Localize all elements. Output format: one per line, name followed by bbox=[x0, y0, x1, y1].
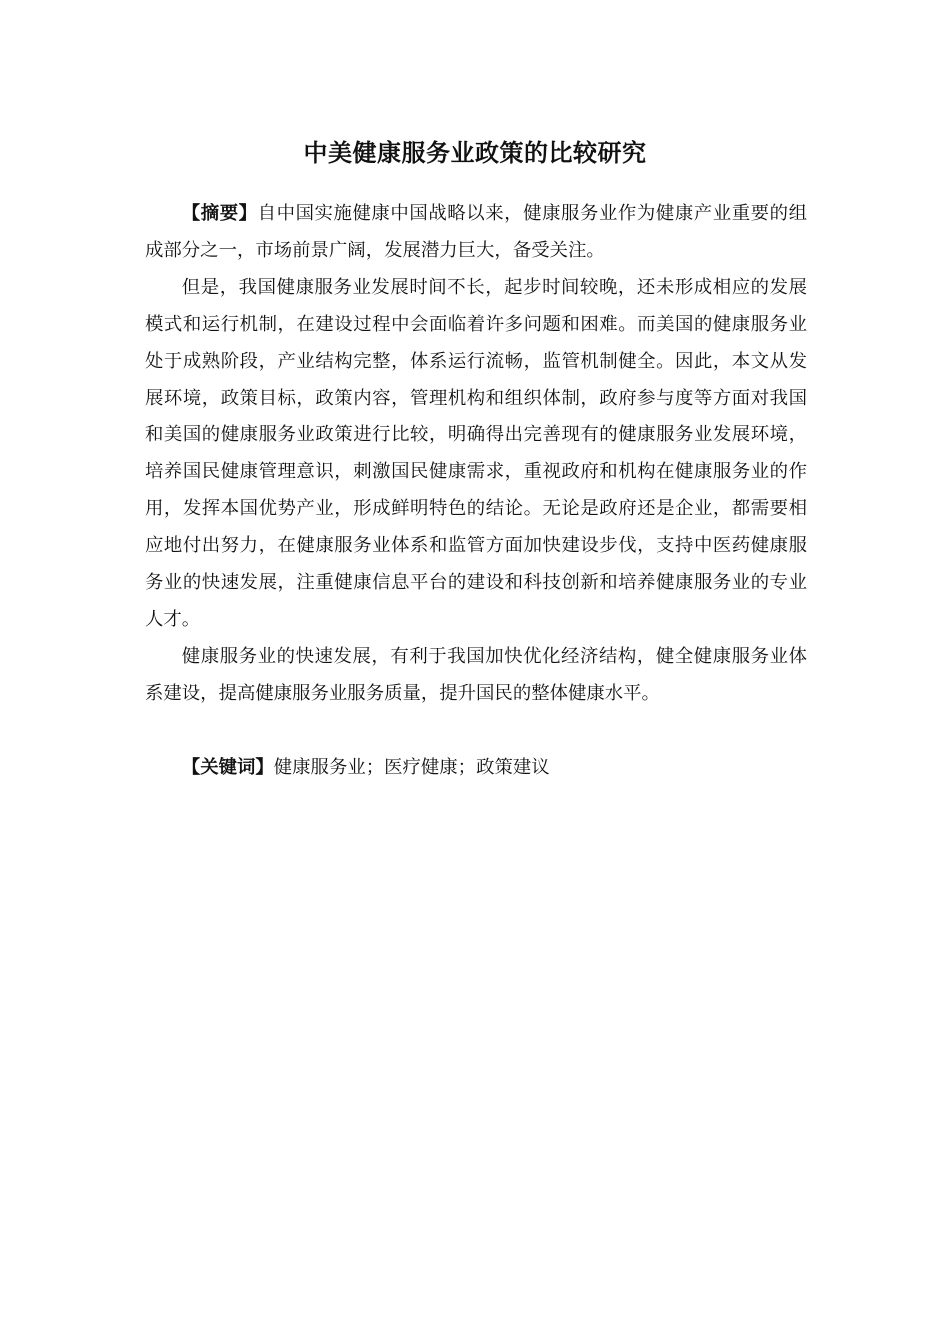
document-title: 中美健康服务业政策的比较研究 bbox=[303, 139, 647, 167]
abstract-paragraph-1-text: 自中国实施健康中国战略以来，健康服务业作为健康产业重要的组成部分之一，市场前景广阔，发展潜力巨大，备受关注。 bbox=[145, 203, 807, 261]
keywords-line bbox=[145, 750, 807, 786]
abstract-paragraph-3: 健康服务业的快速发展，有利于我国加快优化经济结构，健全健康服务业体系建设，提高健康服务业服务质量，提升国民的整体健康水平。 bbox=[145, 645, 807, 704]
abstract-section bbox=[145, 196, 807, 713]
abstract-label: 【摘要】 bbox=[181, 203, 258, 224]
abstract-paragraph-1 bbox=[145, 196, 807, 270]
abstract-paragraph-2: 但是，我国健康服务业发展时间不长，起步时间较晚，还未形成相应的发展模式和运行机制，在建设过程中会面临着许多问题和困难。而美国的健康服务业处于成熟阶段，产业结构完整，体系运行流畅，监管机制健全。因此，本文从发展环境，政策目标，政策内容，管理机构和组织体制，政府参与度等方面对我国和美国的健康服务业政策进行比较，明确得出完善现有的健康服务业发展环境，培养国民健康管理意识，刺激国民健康需求，重视政府和机构在健康服务业的作用，发挥本国优势产业，形成鲜明特色的结论。无论是政府还是企业，都需要相应地付出努力，在健康服务业体系和监管方面加快建设步伐，支持中医药健康服务业的快速发展，注重健康信息平台的建设和科技创新和培养健康服务业的专业人才。 bbox=[145, 276, 807, 630]
keywords-label: 【关键词】 bbox=[181, 757, 274, 778]
keywords-text: 健康服务业；医疗健康；政策建议 bbox=[273, 757, 550, 778]
